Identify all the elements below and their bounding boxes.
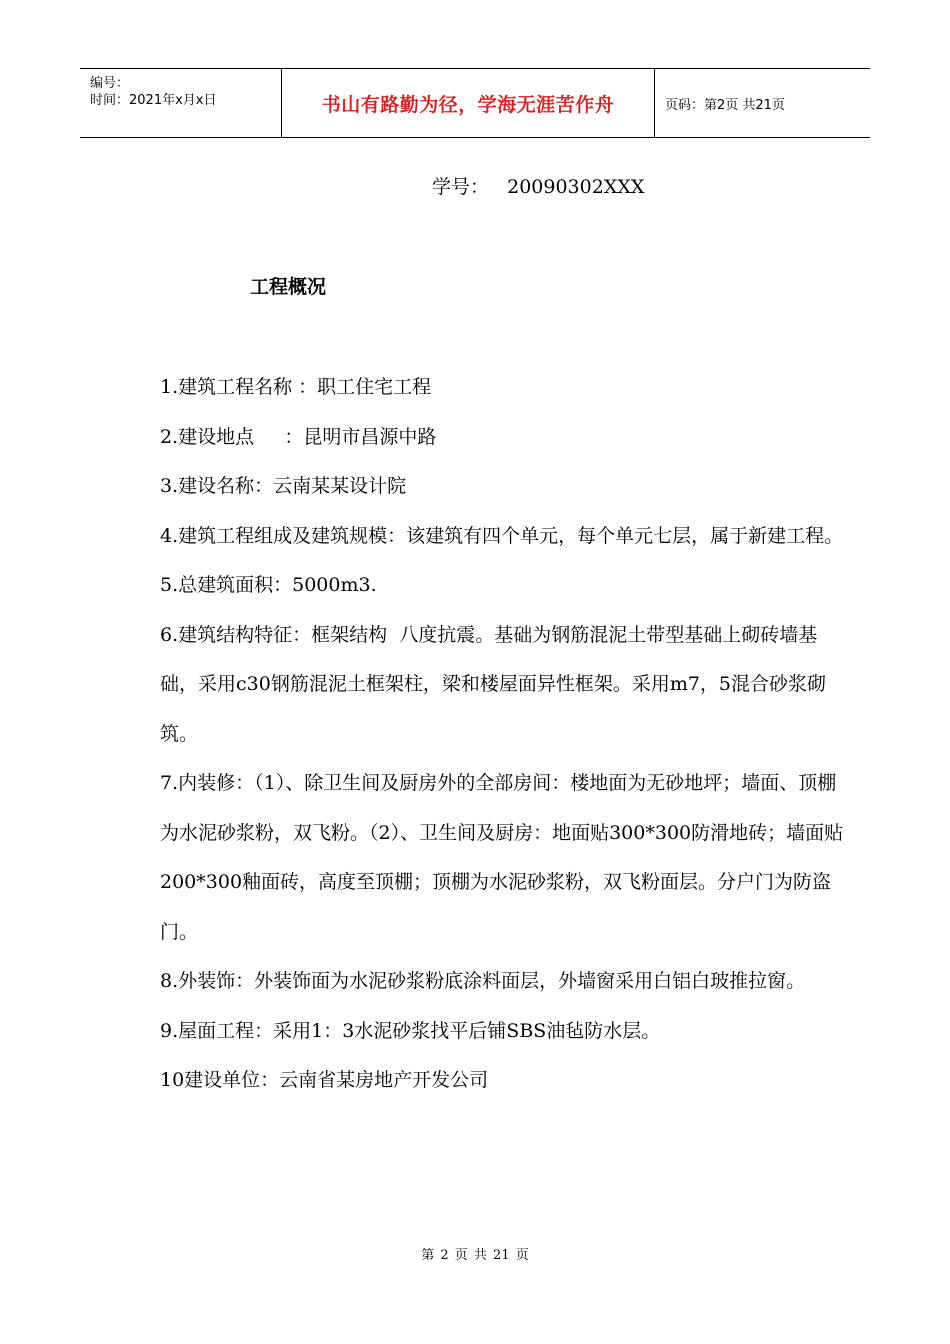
paragraph-structure: 6.建筑结构特征：框架结构 八度抗震。基础为钢筋混泥土带型基础上砌砖墙基础，采用c30钢筋混泥土框架柱，梁和楼屋面异性框架。采用m7，5混合砂浆砌筑。 <box>160 623 827 745</box>
paragraph-area: 5.总建筑面积：5000m3. <box>160 574 377 596</box>
paragraph-project-name: 1.建筑工程名称 ：职工住宅工程 <box>160 376 432 398</box>
number-label: 编号： <box>90 76 130 91</box>
header-page-number: 页码：第2页 共21页 <box>665 97 785 113</box>
page-header <box>80 68 870 138</box>
paragraph-exterior: 8.外装饰：外装饰面为水泥砂浆粉底涂料面层，外墙窗采用白铝白玻推拉窗。 <box>160 970 806 992</box>
paragraph-designer: 3.建设名称：云南某某设计院 <box>160 475 407 497</box>
paragraph-interior: 7.内装修：（1）、除卫生间及厨房外的全部房间：楼地面为无砂地坪；墙面、顶棚为水泥砂浆粉，双飞粉。（2）、卫生间及厨房：地面贴300*300防滑地砖；墙面贴200*300釉面砖，高度至顶棚；顶棚为水泥砂浆粉，双飞粉面层。分户门为防盗门。 <box>160 772 844 943</box>
header-meta <box>80 69 282 137</box>
document-body <box>160 363 850 1106</box>
paragraph-composition: 4.建筑工程组成及建筑规模：该建筑有四个单元，每个单元七层，属于新建工程。 <box>160 524 844 547</box>
page-footer: 第 2 页 共 21 页 <box>421 1248 529 1263</box>
paragraph-roof: 9.屋面工程：采用1：3水泥砂浆找平后铺SBS油毡防水层。 <box>160 1019 661 1042</box>
section-title: 工程概况 <box>250 276 327 298</box>
date-label: 时间：2021年x月x日 <box>90 93 217 108</box>
header-motto: 书山有路勤为径，学海无涯苦作舟 <box>282 69 655 137</box>
paragraph-location: 2.建设地点 ：昆明市昌源中路 <box>160 425 437 448</box>
paragraph-developer: 10建设单位：云南省某房地产开发公司 <box>160 1069 489 1091</box>
student-id: 学号： 20090302XXX <box>432 176 645 198</box>
